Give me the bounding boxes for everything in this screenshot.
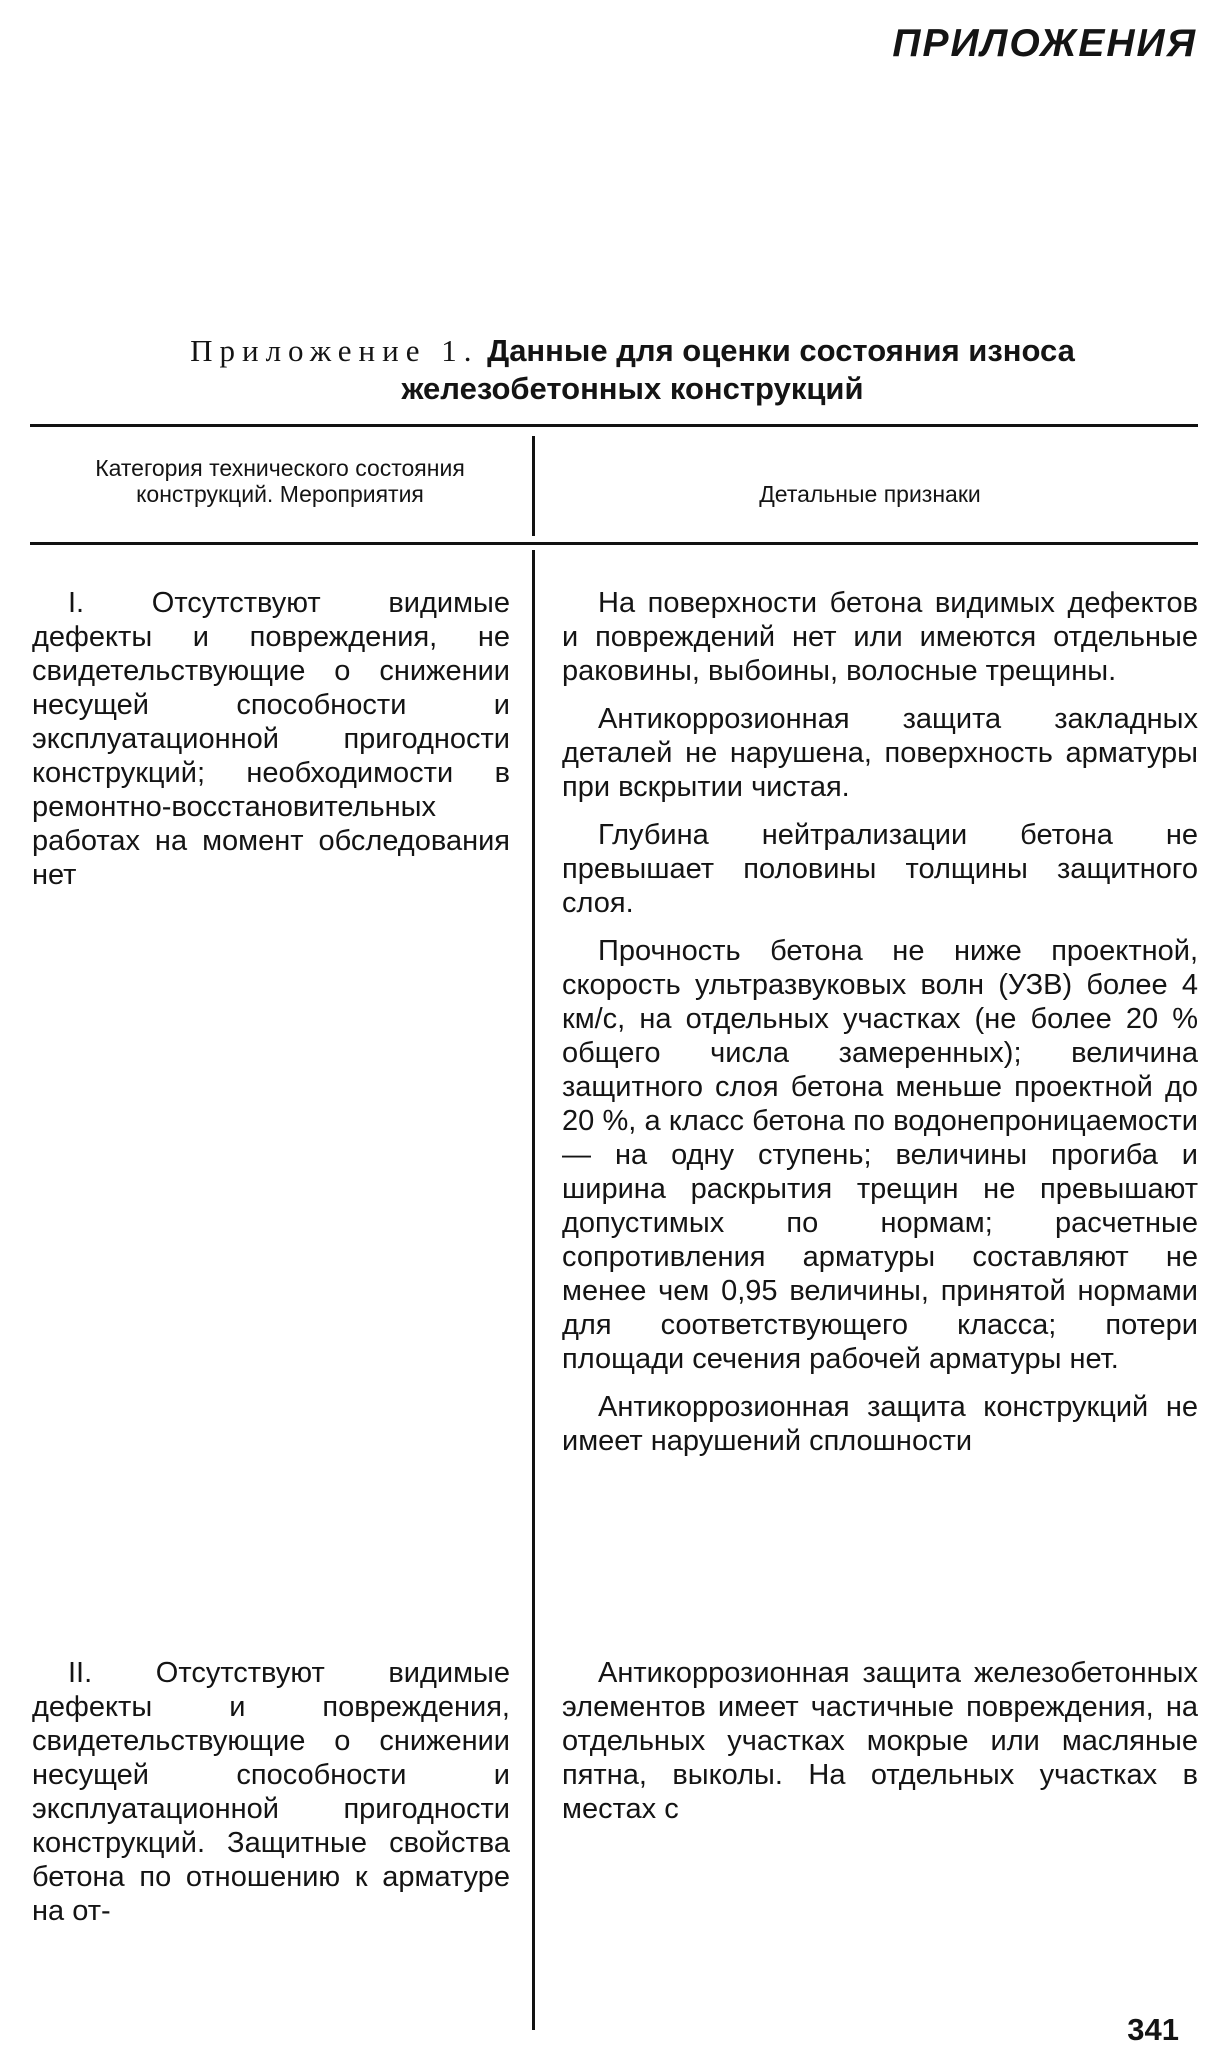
category-2-details — [562, 1656, 1198, 1826]
body-column-divider — [532, 550, 535, 2030]
category-2-cell — [32, 1656, 510, 1928]
category-1-text: I. Отсутствуют видимые дефекты и повреждения, не свидетельствующие о снижении несущей способности и эксплуатационной пригодности конструкций; необходимости в ремонтно-восстановительных работах на момент обследования нет — [32, 587, 510, 891]
detail-paragraph: Прочность бетона не ниже проектной, скорость ультразвуковых волн (УЗВ) более 4 км/с, на отдельных участках (не более 20 % общего числа замеренных); величина защитного слоя бетона меньше проектной до 20 %, а класс бетона по водонепроницаемости — на одну ступень; величины прогиба и ширина раскрытия трещин не превышают допустимых по нормам; расчетные сопротивления арматуры составляют не менее чем 0,95 величины, принятой нормами для соответствующего класса; потери площади сечения рабочей арматуры нет. — [562, 935, 1198, 1375]
detail-paragraph: Антикоррозионная защита закладных деталей не нарушена, поверхность арматуры при вскрытии чистая. — [562, 703, 1198, 803]
detail-paragraph: Глубина нейтрализации бетона не превышает половины толщины защитного слоя. — [562, 819, 1198, 919]
detail-paragraph: Антикоррозионная защита железобетонных элементов имеет частичные повреждения, на отдельных участках мокрые или масляные пятна, выколы. На отдельных участках в местах с — [562, 1657, 1198, 1825]
header-bottom-rule — [30, 542, 1198, 545]
category-1-cell — [32, 586, 510, 892]
column-header-category: Категория технического состояния конструкций. Мероприятия — [95, 455, 465, 507]
column-header-details: Детальные признаки — [759, 481, 981, 507]
table-top-rule — [30, 424, 1198, 427]
header-column-divider — [532, 436, 535, 536]
category-2-text: II. Отсутствуют видимые дефекты и повреждения, свидетельствующие о снижении несущей способности и эксплуатационной пригодности конструкций. Защитные свойства бетона по отношению к арматуре на от- — [32, 1657, 510, 1927]
category-1-details — [562, 586, 1198, 1472]
page-number: 341 — [1127, 2012, 1179, 2047]
detail-paragraph: На поверхности бетона видимых дефектов и повреждений нет или имеются отдельные раковины, выбоины, волосные трещины. — [562, 587, 1198, 687]
appendix-title-text: Данные для оценки состояния износа железобетонных конструкций — [401, 333, 1075, 406]
detail-paragraph: Антикоррозионная защита конструкций не имеет нарушений сплошности — [562, 1391, 1198, 1457]
running-head: ПРИЛОЖЕНИЯ — [892, 22, 1197, 65]
appendix-title — [70, 332, 1195, 408]
appendix-label: Приложение 1. — [190, 333, 479, 368]
